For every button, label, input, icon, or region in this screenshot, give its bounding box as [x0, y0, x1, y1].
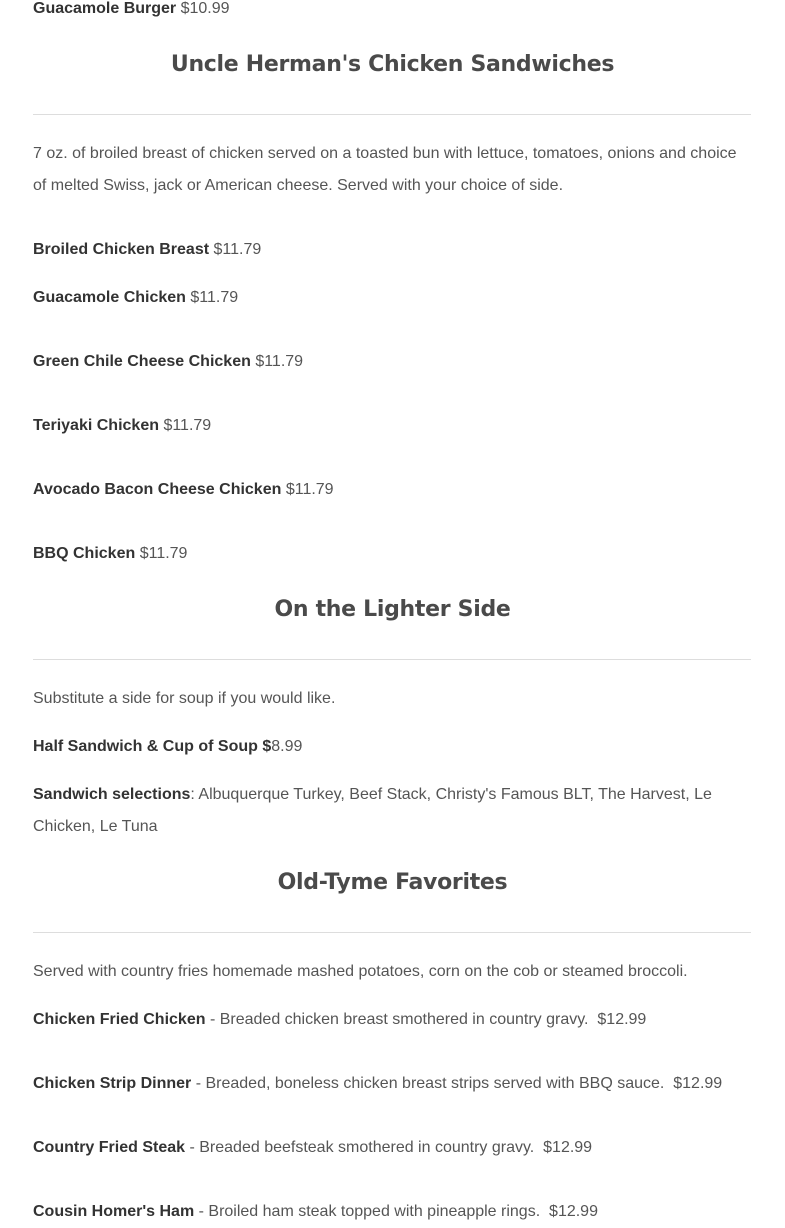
section-divider — [33, 932, 751, 933]
menu-item-name: Guacamole Burger — [33, 0, 177, 17]
section-description: Served with country fries homemade mashed potatoes, corn on the cob or steamed broccoli. — [33, 963, 688, 980]
menu-item-name: Avocado Bacon Cheese Chicken — [33, 481, 282, 498]
menu-item — [33, 346, 303, 378]
menu-item-name: Green Chile Cheese Chicken — [33, 353, 251, 370]
menu-item-price: $11.79 — [255, 353, 304, 370]
menu-item-name: Teriyaki Chicken — [33, 417, 159, 434]
menu-item — [33, 1196, 598, 1228]
menu-item-detail: - Breaded, boneless chicken breast strips served with BBQ sauce. $12.99 — [191, 1075, 723, 1092]
menu-item-price: $11.79 — [285, 481, 334, 498]
menu-item-price: $10.99 — [180, 0, 230, 17]
sandwich-selections — [33, 779, 748, 843]
menu-item-price: $11.79 — [139, 545, 188, 562]
section-title-lighter-side: On the Lighter Side — [274, 597, 511, 622]
menu-item-soup-combo — [33, 731, 302, 763]
menu-item-price: $11.79 — [163, 417, 212, 434]
menu-item — [33, 410, 211, 442]
menu-item-name: Chicken Strip Dinner — [33, 1075, 192, 1092]
section-description: Substitute a side for soup if you would like. — [33, 690, 336, 707]
section-description: 7 oz. of broiled breast of chicken served on a toasted bun with lettuce, tomatoes, onions and choice of melted Swiss, jack or American cheese. Served with your choice of side. — [33, 145, 737, 194]
menu-item — [33, 234, 261, 266]
selections-label: Sandwich selections — [33, 786, 191, 803]
menu-item-name: Chicken Fried Chicken — [33, 1011, 206, 1028]
menu-item-name: BBQ Chicken — [33, 545, 136, 562]
menu-item-detail: - Breaded chicken breast smothered in country gravy. $12.99 — [205, 1011, 647, 1028]
menu-item-name: Guacamole Chicken — [33, 289, 186, 306]
menu-item — [33, 282, 238, 314]
section-title-old-tyme-favorites: Old-Tyme Favorites — [277, 870, 508, 895]
menu-item-guacamole-burger — [33, 0, 230, 25]
menu-item-name: Country Fried Steak — [33, 1139, 186, 1156]
section-divider — [33, 114, 751, 115]
menu-item — [33, 538, 187, 570]
section-title-chicken-sandwiches: Uncle Herman's Chicken Sandwiches — [170, 52, 615, 77]
menu-item-price: $11.79 — [190, 289, 239, 306]
menu-item-name: Half Sandwich & Cup of Soup $ — [33, 738, 272, 755]
menu-item-detail: - Breaded beefsteak smothered in country gravy. $12.99 — [185, 1139, 593, 1156]
menu-item-name: Cousin Homer's Ham — [33, 1203, 195, 1220]
selections-list: : Albuquerque Turkey, Beef Stack, Christy's Famous BLT, The Harvest, Le Chicken, Le Tuna — [33, 786, 712, 835]
menu-item — [33, 1004, 646, 1036]
menu-item-price: $11.79 — [213, 241, 262, 258]
menu-item-detail: - Broiled ham steak topped with pineapple rings. $12.99 — [194, 1203, 598, 1220]
menu-item — [33, 1132, 592, 1164]
section-divider — [33, 659, 751, 660]
menu-item — [33, 1068, 722, 1100]
menu-item-price: 8.99 — [271, 738, 303, 755]
menu-item — [33, 474, 334, 506]
menu-item-name: Broiled Chicken Breast — [33, 241, 210, 258]
